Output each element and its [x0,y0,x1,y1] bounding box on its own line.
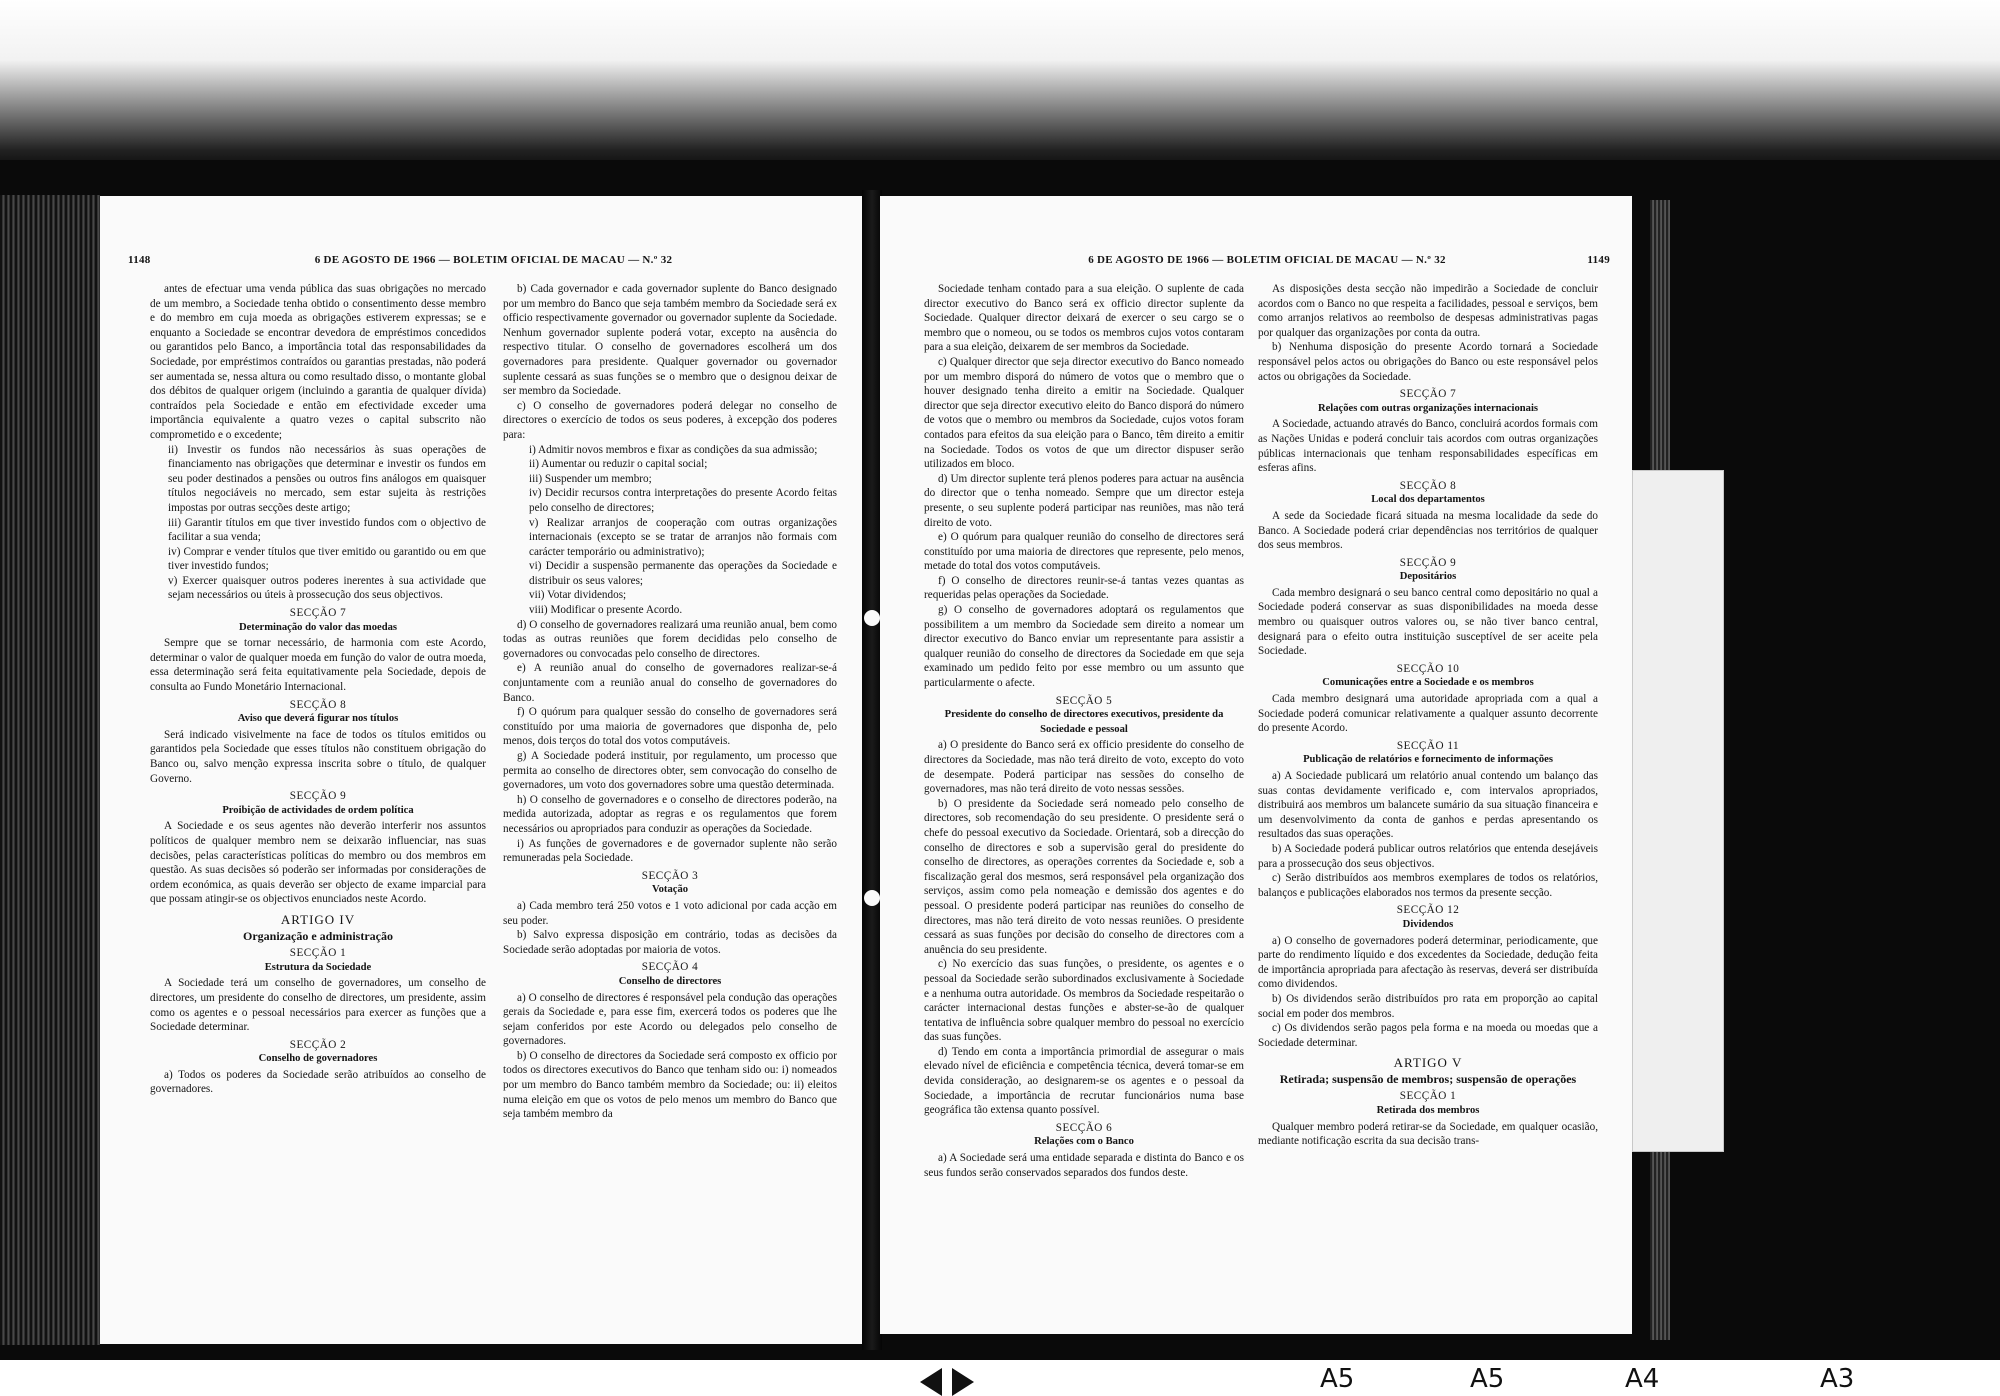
paragraph: c) Qualquer director que seja director executivo do Banco nomeado por um membro disporá do número de votos que o membro que o houver designado tenha direito a emitir na Sociedade. Qualquer director que seja director executivo eleito do Banco disporá do número de votos que o membro ou membros da Sociedade, cujos votos foram contados para efeitos da sua eleição para o Banco, têm direito a emitir na Sociedade. Todos os votos de que um director dispuser serão utilizados em bloco. [924,355,1244,471]
section-heading: SECÇÃO 9 [289,790,347,803]
paragraph: e) A reunião anual do conselho de governadores realizar-se-á conjuntamente com a reunião anual do conselho de governadores do Banco. [503,662,837,704]
paragraph: As disposições desta secção não impedirão a Sociedade de concluir acordos com o Banco no que respeita a facilidades, pessoal e serviços, bem como arranjos relativos ao reembolso de despesas administrativas pagas por qualquer das organizações por conta da outra. [1258,283,1598,339]
section-title: Presidente do conselho de directores executivos, presidente da Sociedade e pessoal [944,709,1224,735]
paragraph: a) O conselho de directores é responsável pela condução das operações gerais da Sociedade e, para esse fim, exercerá todos os poderes que lhe sejam conferidos por este Acordo ou delegados pelo conselho de governadores. [503,991,837,1048]
list-item: viii) Modificar o presente Acordo. [529,604,683,617]
arrow-right-icon [952,1368,974,1396]
list-item: v) Realizar arranjos de cooperação com outras organizações internacionais (excepto se se tratar de arranjos não formais com carácter temporário ou administrativo); [529,516,837,558]
right-page-column-2 [1258,282,1598,1149]
right-page-column-1 [924,282,1244,1180]
paragraph: Cada membro designará o seu banco central como depositário no qual a Sociedade poderá conservar as suas disponibilidades na moeda desse membro ou quaisquer outros valores ou, se não tiver banco central, designará para o efeito outra instituição susceptível de ser aceite pela Sociedade. [1258,586,1598,658]
section-title: Dividendos [1402,918,1454,930]
section-title: Comunicações entre a Sociedade e os membros [1322,677,1534,689]
page-edges-left [0,195,100,1345]
list-item: ii) Investir os fundos não necessários às suas operações de financiamento nas obrigações que determinar e investir os fundos em seu poder destinados a pensões ou outros fins análogos em quaisquer títulos negociáveis no mercado, sem estar sujeita às restrições impostas por outras secções deste artigo; [168,443,486,514]
paragraph: d) Um director suplente terá plenos poderes para actuar na ausência do director que o tenha nomeado. Sempre que um director esteja presente, o seu suplente poderá participar nas reuniões, mas não terá direito de voto. [924,472,1244,529]
paragraph: a) O presidente do Banco será ex officio presidente do conselho de directores da Sociedade, mas não terá direito de voto, excepto do voto de desempate. Poderá participar nas sessões do conselho de governadores, mas não terá direito de voto nessas sessões. [924,739,1244,796]
paragraph: Cada membro designará uma autoridade apropriada com a qual a Sociedade poderá comunicar relativamente a qualquer assunto decorrente do presente Acordo. [1258,693,1598,735]
paragraph: e) O quórum para qualquer reunião do conselho de directores será constituído por uma maioria de directores que represente, pelo menos, metade do total dos votos computáveis. [924,531,1244,573]
right-page-running-title: 6 DE AGOSTO DE 1966 — BOLETIM OFICIAL DE MACAU — N.º 32 [1088,254,1446,266]
section-title: Depositários [1399,571,1457,583]
section-title: Aviso que deverá figurar nos títulos [237,713,399,725]
section-title: Estrutura da Sociedade [264,961,372,973]
right-page [880,196,1632,1334]
article-heading: ARTIGO V [1393,1055,1463,1071]
section-title: Relações com o Banco [1034,1136,1134,1148]
paragraph: b) O presidente da Sociedade será nomeado pelo conselho de directores, sob recomendação do seu presidente. O presidente será o chefe do pessoal executivo da Sociedade. Orientará, sob a direcção do conselho de directores e sob a supervisão geral do presidente do conselho de directores, as operações correntes da Sociedade e, sob a fiscalização geral dos mesmos, será responsável pela organização dos serviços, assim como pela nomeação e demissão dos agentes e do pessoal. O presidente poderá participar nas reuniões do conselho de directores, mas não terá direito de voto nessas reuniões. O presidente cessará as suas funções por decisão do conselho de directores com a anuência do seu presidente. [924,797,1244,956]
paragraph: A Sociedade, actuando através do Banco, concluirá acordos formais com as Nações Unidas e poderá concluir tais acordos com outras organizações públicas internacionais que tenham responsabilidades específicas em esferas afins. [1258,418,1598,475]
paragraph: A Sociedade terá um conselho de governadores, um conselho de directores, um presidente do conselho de directores, um presidente, assim como os agentes e o pessoal necessários para exercer as funções que a Sociedade determinar. [150,977,486,1034]
section-title: Proibição de actividades de ordem política [222,804,414,816]
paragraph: f) O conselho de directores reunir-se-á tantas vezes quantas as requeridas pelas operações da Sociedade. [924,574,1244,602]
section-heading: SECÇÃO 1 [289,947,347,960]
section-heading: SECÇÃO 2 [289,1038,347,1051]
binding-hole [864,610,880,626]
paragraph: b) O conselho de directores da Sociedade será composto ex officio por todos os directores executivos do Banco que tenham sido ou: i) nomeados por um membro do Banco também membro da Sociedade; ou: ii) eleitos numa eleição em que os votos de pelo menos um membro do Banco que seja também membro da [503,1049,837,1121]
paragraph: i) As funções de governadores e de governador suplente não serão remuneradas pela Sociedade. [503,837,837,865]
paragraph: b) Nenhuma disposição do presente Acordo tornará a Sociedade responsável pelos actos ou obrigações do Banco ou este responsável pelos actos ou obrigações da Sociedade. [1258,341,1598,383]
paragraph: A sede da Sociedade ficará situada na mesma localidade da sede do Banco. A Sociedade poderá criar dependências nos territórios de qualquer dos seus membros. [1258,509,1598,552]
section-heading: SECÇÃO 4 [641,961,699,974]
left-page-running-title: 6 DE AGOSTO DE 1966 — BOLETIM OFICIAL DE MACAU — N.º 32 [314,254,673,266]
section-heading: SECÇÃO 5 [1055,694,1113,707]
section-title: Conselho de governadores [258,1053,378,1065]
list-item: vi) Decidir a suspensão permanente das operações da Sociedade e distribuir os seus valores; [529,560,837,587]
paragraph: c) Serão distribuídos aos membros exemplares de todos os relatórios, balanços e publicações elaborados nos termos da presente secção. [1258,872,1598,899]
section-title: Relações com outras organizações internacionais [1317,402,1539,414]
binding-hole [864,890,880,906]
paragraph: A Sociedade e os seus agentes não deverão interferir nos assuntos políticos de qualquer membro nem se deixarão influenciar, nas suas decisões, pelas características políticas do membro ou dos membros em questão. As suas decisões só poderão ser informadas por considerações de ordem económica, as quais deverão ser objecto de exame imparcial para que possam atingir-se os objectivos enunciados neste Acordo. [150,820,486,906]
section-heading: SECÇÃO 8 [289,698,347,711]
book-spine [862,190,882,1350]
section-title: Votação [651,884,689,896]
section-heading: SECÇÃO 7 [1399,388,1457,401]
section-title: Conselho de directores [618,975,722,987]
section-heading: SECÇÃO 3 [641,869,699,882]
paragraph: a) Cada membro terá 250 votos e 1 voto adicional por cada acção em seu poder. [503,899,837,927]
list-item: i) Admitir novos membros e fixar as condições da sua admissão; [529,443,818,456]
paragraph: Será indicado visivelmente na face de todos os títulos emitidos ou garantidos pela Sociedade que esses títulos não constituem obrigação do Banco ou, salvo menção expressa inscrita sobre o título, de qualquer Governo. [150,728,486,785]
section-heading: SECÇÃO 11 [1396,739,1460,752]
left-page [100,196,865,1344]
paragraph: Sempre que se tornar necessário, de harmonia com este Acordo, determinar o valor de qualquer moeda em função do valor de outra moeda, essa determinação será feita equitativamente pela Sociedade, depois de consulta ao Fundo Monetário Internacional. [150,637,486,694]
list-item: v) Exercer quaisquer outros poderes inerentes à sua actividade que sejam necessários ou úteis à prossecução dos seus objectivos. [168,574,486,602]
inserted-paper-slip [1632,470,1724,1152]
right-page-header [930,254,1610,272]
paragraph: g) A Sociedade poderá instituir, por regulamento, um processo que permita ao conselho de directores obter, sem convocação do conselho de governadores, um voto dos governadores sobre uma questão determinada. [503,750,837,792]
paragraph: c) O conselho de governadores poderá delegar no conselho de directores o exercício de todos os seus poderes, à excepção dos poderes para: [503,399,837,441]
paper-size-mark: A3 [1820,1364,1855,1394]
paragraph: b) Cada governador e cada governador suplente do Banco designado por um membro do Banco que seja também membro da Sociedade será ex officio respectivamente governador ou governador suplente da Sociedade. Nenhum governador suplente poderá votar, excepto na ausência do respectivo titular. O conselho de governadores escolherá um dos governadores para presidente. Qualquer governador ou governador suplente cessará as suas funções se o membro que o designou deixar de ser membro da Sociedade. [503,283,837,398]
paragraph: f) O quórum para qualquer sessão do conselho de governadores será constituído por uma maioria de governadores que disponha de, pelo menos, dois terços do total dos votos computáveis. [503,706,837,748]
paper-size-mark: A5 [1320,1364,1355,1394]
right-page-number: 1149 [1587,254,1610,266]
arrow-left-icon [920,1368,942,1396]
scan-footer-strip [0,1360,2000,1396]
paper-size-mark: A5 [1470,1364,1505,1394]
list-item: iv) Decidir recursos contra interpretações do presente Acordo feitas pelo conselho de directores; [529,487,837,514]
section-title: Determinação do valor das moedas [238,621,398,633]
section-heading: SECÇÃO 8 [1399,479,1457,492]
article-heading: ARTIGO IV [280,911,356,927]
paragraph: a) A Sociedade publicará um relatório anual contendo um balanço das suas contas devidamente verificado e, com intervalos apropriados, distribuirá aos membros um balancete sumário da sua situação financeira e um desenvolvimento da conta de ganhos e perdas apresentando os resultados das suas operações. [1258,770,1598,841]
left-page-number: 1148 [128,254,151,266]
section-title: Publicação de relatórios e fornecimento de informações [1303,754,1553,766]
section-title: Retirada dos membros [1376,1105,1480,1117]
section-heading: SECÇÃO 1 [1399,1090,1457,1103]
list-item: vii) Votar dividendos; [529,589,627,602]
left-page-column-2 [503,282,837,1122]
list-item: ii) Aumentar ou reduzir o capital social; [529,458,708,471]
section-heading: SECÇÃO 10 [1396,662,1460,675]
section-heading: SECÇÃO 7 [289,607,347,620]
article-title: Organização e administração [243,928,393,943]
paragraph: Qualquer membro poderá retirar-se da Sociedade, em qualquer ocasião, mediante notificação escrita da sua decisão trans- [1258,1120,1598,1148]
paragraph: c) Os dividendos serão pagos pela forma e na moeda ou moedas que a Sociedade determinar. [1258,1022,1598,1049]
paragraph: a) A Sociedade será uma entidade separada e distinta do Banco e os seus fundos serão conservados separados dos fundos deste. [924,1152,1244,1179]
left-page-column-1 [150,282,486,1097]
list-item: iv) Comprar e vender títulos que tiver emitido ou garantido ou em que tiver investido fundos; [168,545,486,573]
section-title: Local dos departamentos [1371,494,1485,506]
paragraph: c) No exercício das suas funções, o presidente, os agentes e o pessoal da Sociedade serão subordinados exclusivamente à Sociedade e a nenhuma outra autoridade. Os membros da Sociedade respeitarão o carácter internacional destas funções e abster-se-ão de qualquer tentativa de influência sobre qualquer membro do pessoal no exercício das suas funções. [924,958,1244,1044]
article-title: Retirada; suspensão de membros; suspensão de operações [1279,1071,1577,1086]
paragraph: d) Tendo em conta a importância primordial de assegurar o mais elevado nível de eficiência e competência técnica, deverá tomar-se em devida consideração, ao designarem-se os agentes e o pessoal da Sociedade, a importância de recrutar funcionários numa base geográfica tão extensa quanto possível. [924,1045,1244,1117]
section-heading: SECÇÃO 9 [1399,556,1457,569]
list-item: iii) Garantir títulos em que tiver investido fundos com o objectivo de facilitar a sua venda; [168,516,486,544]
paragraph: Sociedade tenham contado para a sua eleição. O suplente de cada director executivo do Banco será ex officio director suplente da Sociedade. Qualquer director deixará de exercer o seu cargo se o membro que o nomeou, ou se todos os membros cujos votos contaram para a sua eleição, deixarem de ser membros da Sociedade. [924,283,1244,354]
left-page-header [128,254,837,272]
paragraph: a) Todos os poderes da Sociedade serão atribuídos ao conselho de governadores. [150,1068,486,1096]
paragraph: b) Salvo expressa disposição em contrário, todas as decisões da Sociedade serão adoptadas por maioria de votos. [503,929,837,956]
paragraph: a) O conselho de governadores poderá determinar, periodicamente, que parte do rendimento líquido e dos excedentes da Sociedade, dedução feita de importância apropriada para afectação às reservas, deverá ser distribuída como dividendos. [1258,934,1598,991]
paragraph: b) Os dividendos serão distribuídos pro rata em proporção ao capital social em poder dos membros. [1258,992,1598,1020]
paper-size-mark: A4 [1625,1364,1660,1394]
paragraph: d) O conselho de governadores realizará uma reunião anual, bem como todas as outras reuniões que forem decididas pelo conselho de governadores ou convocadas pelo conselho de directores. [503,618,837,660]
paragraph: b) A Sociedade poderá publicar outros relatórios que entenda desejáveis para a prossecução dos seus objectivos. [1258,842,1598,870]
section-heading: SECÇÃO 12 [1396,904,1460,917]
paragraph: antes de efectuar uma venda pública das suas obrigações no mercado de um membro, a Sociedade tenha obtido o consentimento desse membro e do membro em cuja moeda as obrigações estiverem expressas; se e enquanto a Sociedade se encontrar devedora de empréstimos concedidos ou garantidos pelo Banco, a importância total das responsabilidades da Sociedade, por empréstimos contraídos ou garantias prestadas, não poderá ser aumentada se, nessa altura ou como resultado disso, o montante global dos débitos de qualquer origem (incluindo a garantia de qualquer dívida) contraídos pela Sociedade e então em efectividade exceder uma importância equivalente a quatro vezes o capital subscrito não comprometido e o excedente; [150,283,486,441]
scan-background-top [0,0,2000,170]
section-heading: SECÇÃO 6 [1055,1121,1113,1134]
paragraph: g) O conselho de governadores adoptará os regulamentos que possibilitem a um membro da Sociedade sem direito a nomear um director executivo do Banco enviar um representante para assistir a qualquer reunião do conselho de directores da Sociedade em que seja examinado um pedido feito por esse membro ou um assunto que particularmente o afecte. [924,604,1244,690]
paragraph: h) O conselho de governadores e o conselho de directores poderão, na medida autorizada, adoptar as regras e os regulamentos que forem necessários ou apropriados para conduzir as operações da Sociedade. [503,793,837,835]
list-item: iii) Suspender um membro; [529,472,652,485]
